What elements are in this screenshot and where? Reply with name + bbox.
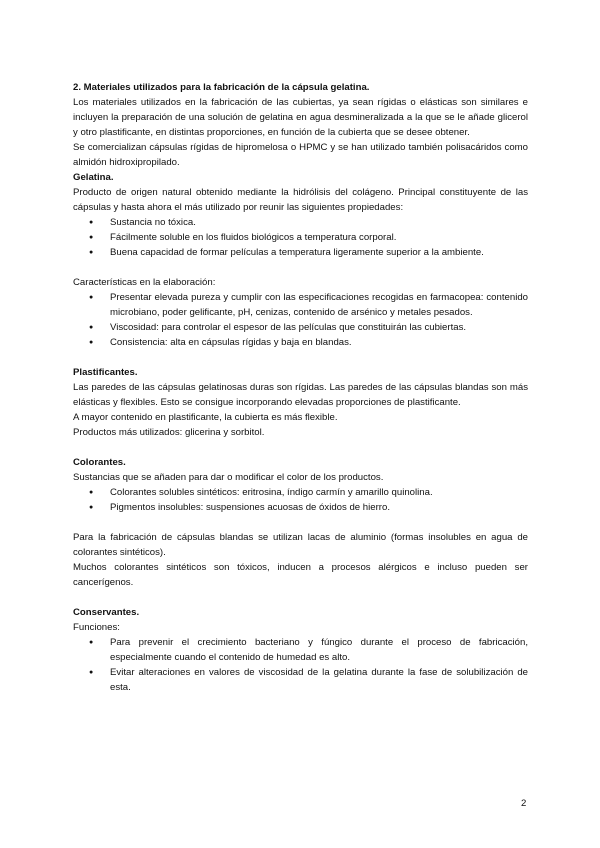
gelatina-properties-list: [73, 215, 528, 260]
plastificantes-paragraph: Las paredes de las cápsulas gelatinosas duras son rígidas. Las paredes de las cápsulas blandas son más elásticas y flexibles. Esto se consigue incorporando elevadas proporciones de plastificante.: [73, 382, 528, 408]
spacer: [73, 515, 528, 530]
list-item: ● Colorantes solubles sintéticos: eritrosina, índigo carmín y amarillo quinolina.: [73, 485, 528, 500]
gelatina-heading: Gelatina.: [73, 172, 114, 183]
plastificantes-paragraph: Productos más utilizados: glicerina y sorbitol.: [73, 427, 265, 438]
section-heading: 2. Materiales utilizados para la fabricación de la cápsula gelatina.: [73, 82, 370, 93]
list-item: ● Presentar elevada pureza y cumplir con las especificaciones recogidas en farmacopea: contenido microbiano, poder gelificante, pH, cenizas, contenido de arsénico y metales pesados.: [73, 290, 528, 320]
list-item: ● Sustancia no tóxica.: [73, 215, 528, 230]
list-item: ● Buena capacidad de formar películas a temperatura ligeramente superior a la ambiente.: [73, 245, 528, 260]
list-item: ● Fácilmente soluble en los fluidos biológicos a temperatura corporal.: [73, 230, 528, 245]
page-number: 2: [521, 798, 527, 809]
list-item: ● Para prevenir el crecimiento bacteriano y fúngico durante el proceso de fabricación, especialmente cuando el contenido de humedad es alto.: [73, 635, 528, 665]
elaboration-list: [73, 290, 528, 350]
gelatina-intro: Producto de origen natural obtenido mediante la hidrólisis del colágeno. Principal constituyente de las cápsulas y hasta ahora el más utilizado por reunir las siguientes propiedades:: [73, 187, 528, 213]
conservantes-list: [73, 635, 528, 695]
colorantes-paragraph: Para la fabricación de cápsulas blandas se utilizan lacas de aluminio (formas insolubles en agua de colorantes sintéticos).: [73, 532, 528, 558]
conservantes-intro: Funciones:: [73, 622, 120, 633]
colorantes-heading: Colorantes.: [73, 457, 126, 468]
spacer: [73, 350, 528, 365]
plastificantes-paragraph: A mayor contenido en plastificante, la cubierta es más flexible.: [73, 412, 338, 423]
hpmc-paragraph: Se comercializan cápsulas rígidas de hipromelosa o HPMC y se han utilizado también polisacáridos como almidón hidroxipropilado.: [73, 142, 528, 168]
spacer: [73, 590, 528, 605]
colorantes-list: [73, 485, 528, 515]
plastificantes-heading: Plastificantes.: [73, 367, 138, 378]
list-item: ● Viscosidad: para controlar el espesor de las películas que constituirán las cubiertas.: [73, 320, 528, 335]
list-item: ● Pigmentos insolubles: suspensiones acuosas de óxidos de hierro.: [73, 500, 528, 515]
list-item: ● Evitar alteraciones en valores de viscosidad de la gelatina durante la fase de solubilización de esta.: [73, 665, 528, 695]
spacer: [73, 440, 528, 455]
colorantes-intro: Sustancias que se añaden para dar o modificar el color de los productos.: [73, 472, 384, 483]
spacer: [73, 260, 528, 275]
materials-paragraph: Los materiales utilizados en la fabricación de las cubiertas, ya sean rígidas o elásticas son similares e incluyen la preparación de una solución de gelatina en agua desmineralizada a la que se le añade glicerol y otro plastificante, en distintas proporciones, en función de la cubierta que se desee obtener.: [73, 97, 528, 138]
document-body: [73, 80, 528, 695]
conservantes-heading: Conservantes.: [73, 607, 140, 618]
list-item: ● Consistencia: alta en cápsulas rígidas y baja en blandas.: [73, 335, 528, 350]
colorantes-paragraph: Muchos colorantes sintéticos son tóxicos, inducen a procesos alérgicos e incluso pueden ser cancerígenos.: [73, 562, 528, 588]
elaboration-title: Características en la elaboración:: [73, 277, 216, 288]
